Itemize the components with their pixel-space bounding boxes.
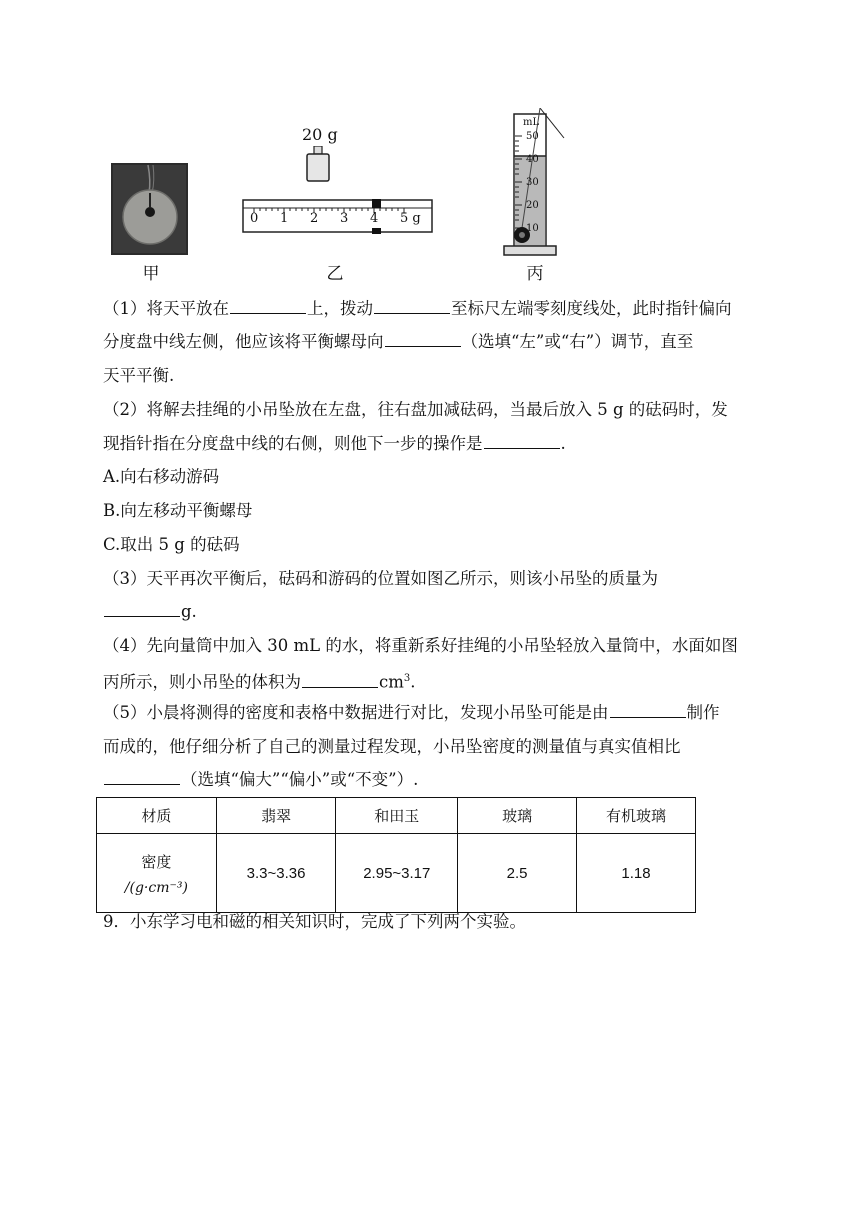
answer-blank[interactable] <box>230 299 306 314</box>
ruler-tick-4: 4 <box>370 211 379 226</box>
ruler-tick-2: 2 <box>310 211 319 226</box>
table-cell: 2.95~3.17 <box>336 834 458 913</box>
density-unit: /(g·cm⁻³) <box>124 879 188 896</box>
ruler-tick-labels <box>242 211 434 229</box>
answer-blank[interactable] <box>484 434 560 449</box>
cylinder-tick-30: 30 <box>526 177 539 188</box>
pendant-photo-image <box>111 163 188 255</box>
table-header-cell: 有机玻璃 <box>577 798 696 834</box>
cylinder-unit-label: mL <box>523 117 540 128</box>
ruler-tick-3: 3 <box>340 211 349 226</box>
figure-jia-photo <box>111 163 188 255</box>
q2-line-1: （2）将解去挂绳的小吊坠放在左盘，往右盘加减砝码，当最后放入 5 g 的砝码时，发 <box>103 400 728 419</box>
cylinder-tick-50: 50 <box>526 131 539 142</box>
q2-line-2: 现指针指在分度盘中线的右侧，则他下一步的操作是 . <box>103 434 566 453</box>
q5-line-2: 而成的，他仔细分析了自己的测量过程发现，小吊坠密度的测量值与真实值相比 <box>103 737 681 756</box>
q1-line-3: 天平平衡. <box>103 366 175 385</box>
table-header-cell: 玻璃 <box>458 798 577 834</box>
answer-blank[interactable] <box>104 602 180 617</box>
weight-20g-icon <box>305 146 331 186</box>
cylinder-tick-10: 10 <box>526 223 539 234</box>
figure-jia-caption: 甲 <box>142 264 160 284</box>
figure-yi-weight-label: 20 g <box>302 125 338 144</box>
answer-blank[interactable] <box>374 299 450 314</box>
q1-line-2: 分度盘中线左侧，他应该将平衡螺母向 （选填“左”或“右”）调节，直至 <box>103 332 694 351</box>
q4-line-1: （4）先向量筒中加入 30 mL 的水，将重新系好挂绳的小吊坠轻放入量筒中，水面如图 <box>103 636 738 655</box>
answer-blank[interactable] <box>385 332 461 347</box>
q5-line-3: （选填“偏大”“偏小”或“不变”）. <box>103 770 763 790</box>
answer-blank[interactable] <box>104 770 180 785</box>
q4-line-2: 丙所示，则小吊坠的体积为 $cm^3$. <box>103 672 416 692</box>
table-header-cell: 和田玉 <box>336 798 458 834</box>
table-header-row <box>97 798 696 834</box>
figure-yi-caption: 乙 <box>326 264 344 284</box>
ruler-tick-0: 0 <box>250 211 259 226</box>
q1-line-1: （1）将天平放在 上，拨动 至标尺左端零刻度线处，此时指针偏向 <box>103 299 732 318</box>
cylinder-tick-40: 40 <box>526 154 539 165</box>
q9-line: 9．小东学习电和磁的相关知识时，完成了下列两个实验。 <box>103 912 526 931</box>
density-label: 密度 <box>141 852 172 871</box>
answer-blank[interactable] <box>302 673 378 688</box>
q3-line-2: g. <box>103 602 763 622</box>
table-cell: 1.18 <box>577 834 696 913</box>
figure-bing-caption: 丙 <box>526 264 544 284</box>
density-table <box>96 797 696 913</box>
q2-option-a: A.向右移动游码 <box>103 467 220 486</box>
q2-option-b: B.向左移动平衡螺母 <box>103 501 253 520</box>
table-header-cell: 翡翠 <box>216 798 336 834</box>
q2-option-c: C.取出 5 g 的砝码 <box>103 535 240 554</box>
q5-line-1: （5）小晨将测得的密度和表格中数据进行对比，发现小吊坠可能是由 制作 <box>103 703 720 722</box>
density-label-cell <box>97 834 217 913</box>
answer-blank[interactable] <box>610 703 686 718</box>
ruler-tick-1: 1 <box>280 211 289 226</box>
table-header-cell: 材质 <box>97 798 217 834</box>
cylinder-tick-20: 20 <box>526 200 539 211</box>
ruler-tick-5g: 5 g <box>400 211 421 226</box>
q3-line-1: （3）天平再次平衡后，砝码和游码的位置如图乙所示，则该小吊坠的质量为 <box>103 569 658 588</box>
table-row <box>97 834 696 913</box>
table-cell: 2.5 <box>458 834 577 913</box>
table-cell: 3.3~3.36 <box>216 834 336 913</box>
